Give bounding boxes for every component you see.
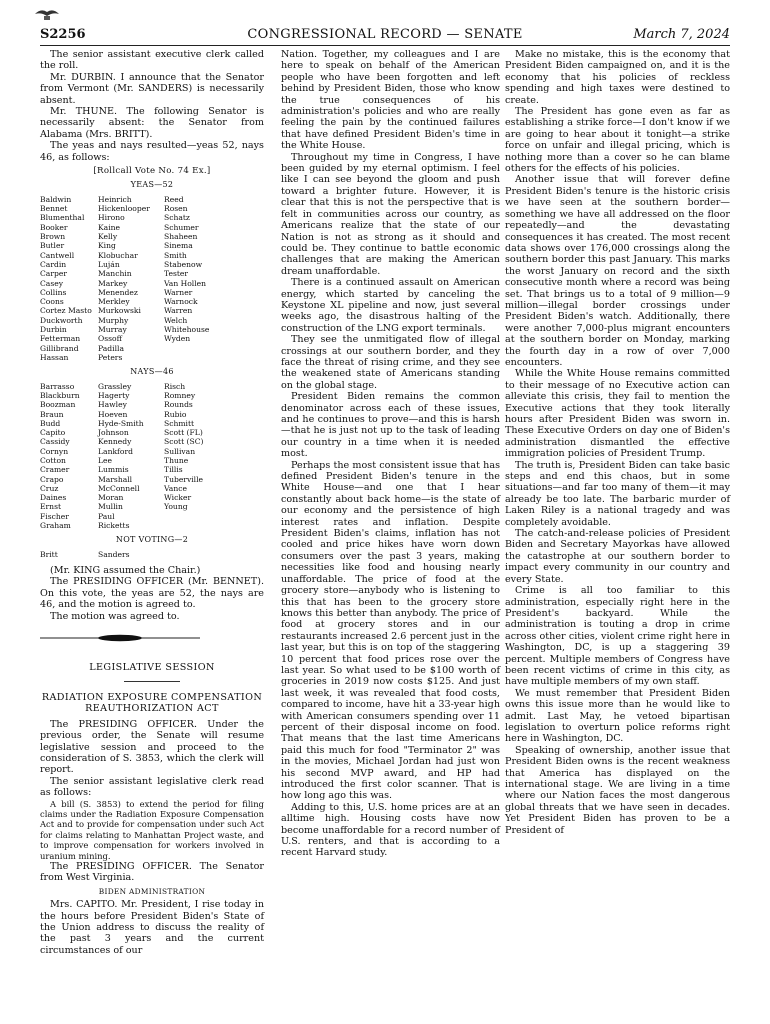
senator-name: Risch [164, 381, 186, 391]
senator-name: Kelly [98, 232, 118, 242]
paragraph: The PRESIDING OFFICER. The Senator from West Virginia. [40, 861, 264, 884]
senator-name: Scott (SC) [164, 437, 204, 447]
paragraph: (Mr. KING assumed the Chair.) [50, 565, 201, 577]
yeas-col-1 [40, 195, 94, 362]
senator-name: Vance [164, 483, 187, 493]
senator-name: Heinrich [98, 194, 132, 204]
yeas-col-3 [164, 195, 224, 362]
senator-name: Johnson [98, 428, 129, 438]
senator-name: Schatz [164, 213, 190, 223]
paragraph: The yeas and nays resulted—yeas 52, nays 46, as follows: [40, 140, 264, 163]
paragraph: The senior assistant executive clerk called the roll. [40, 49, 264, 72]
section-ornament-icon [40, 634, 200, 642]
senator-name: Tester [164, 269, 189, 279]
paragraph: Perhaps the most consistent issue that has defined President Biden's tenure in the White House—and one that I hear constantly about back home—is the state of our economy and the persistence of high interest rates and inflation. Despite President Biden's claims, inflation has not cooled and price hikes have worn down consumers over the past 3 years, making necessities like food and housing nearly unaffordable. The price of food at the grocery store—anybody who is listening to this that has been to the grocery store knows this better than anybody. The price of food at grocery stores and in our restaurants increased 2.6 percent just in the last year, but this is on top of the staggering 10 percent that food prices rose over the last year. So what used to be $100 worth of groceries in 2019 now costs $125. And just last week, it was revealed that food costs, compared to income, have hit a 33-year high with American consumers spending over 11 percent of their disposal income on food. That means that the last time Americans paid this much for food "Terminator 2" was in the movies, Michael Jordan had just won his second MVP award, and HP had introduced the first color scanner. That is how long ago this was. [281, 459, 500, 802]
senator-name: Fischer [40, 511, 69, 521]
divider [124, 681, 180, 682]
nays-col-1 [40, 382, 94, 531]
senator-name: Wicker [164, 493, 192, 503]
senator-name: Warren [164, 306, 193, 316]
gpo-eagle-logo-icon [33, 6, 61, 22]
senator-name: Cruz [40, 483, 59, 493]
senator-name: McConnell [98, 483, 140, 493]
senator-name: Menendez [98, 287, 138, 297]
yeas-col-2 [98, 195, 160, 362]
senator-name: Kennedy [98, 437, 132, 447]
senator-name: Marshall [98, 474, 133, 484]
paragraph: Mrs. CAPITO. Mr. President, I rise today in the hours before President Biden's State of the Union address to discuss the reality of the past 3 years and the current circumstances of our [40, 899, 264, 956]
subsection-heading: BIDEN ADMINISTRATION [98, 886, 206, 896]
senator-name: Cassidy [40, 437, 70, 447]
senator-name: King [98, 241, 116, 251]
senator-name: Crapo [40, 474, 64, 484]
page-number: S2256 [40, 27, 86, 42]
paragraph: Mr. THUNE. The following Senator is necessarily absent: the Senator from Alabama (Mrs. BRITT). [40, 106, 264, 140]
senator-name: Hagerty [98, 390, 130, 400]
paragraph: While the White House remains committed to their message of no Executive action can alleviate this crisis, they fail to mention the Executive actions that they took literally hours after President Biden was sworn in. These Executive Orders on day one of Biden's administration dismantled the effective immigration policies of President Trump. [505, 368, 730, 460]
senator-name: Cramer [40, 465, 70, 475]
senator-name: Cotton [40, 456, 66, 465]
senator-name: Braun [40, 409, 64, 419]
paragraph: There is a continued assault on American energy, which started by canceling the Keystone XL pipeline and now, just several weeks ago, the disastrous halting of the construction of the LNG export terminals. [281, 277, 500, 334]
paragraph: President Biden remains the common denominator across each of these issues, and he continues to prove—and this is harsh—that he is just not up to the task of leading our country in a time when it is needed most. [281, 391, 500, 460]
not-voting-name: Britt [40, 549, 58, 559]
senator-name: Baldwin [40, 194, 72, 204]
paragraph: The PRESIDING OFFICER. Under the previous order, the Senate will resume legislative session and proceed to the consideration of S. 3853, which the clerk will report. [40, 718, 264, 776]
nays-col-2 [98, 382, 160, 531]
senator-name: Sullivan [164, 446, 196, 456]
senator-name: Murray [98, 325, 127, 335]
paragraph: Adding to this, U.S. home prices are at an alltime high. Housing costs have now become unaffordable for a record number of U.S. renters, and that is according to a recent Harvard study. [281, 801, 500, 859]
senator-name: Merkley [98, 297, 130, 307]
senator-name: Rosen [164, 204, 188, 214]
senator-name: Booker [40, 222, 68, 232]
senator-name: Klobuchar [98, 250, 138, 260]
senator-name: Daines [40, 493, 67, 503]
senator-name: Whitehouse [164, 325, 210, 335]
senator-name: Blumenthal [40, 213, 85, 223]
senator-name: Rounds [164, 400, 193, 410]
senator-name: Hyde-Smith [98, 418, 144, 428]
senator-name: Tuberville [164, 474, 204, 484]
senator-name: Duckworth [40, 315, 83, 325]
senator-name: Grassley [98, 381, 132, 391]
senator-name: Fetterman [40, 334, 81, 344]
yeas-label: YEAS—52 [130, 180, 174, 190]
page-title: CONGRESSIONAL RECORD — SENATE [247, 27, 523, 42]
rollcall-title: [Rollcall Vote No. 74 Ex.] [93, 166, 211, 177]
senator-name: Rubio [164, 409, 187, 419]
paragraph: The PRESIDING OFFICER (Mr. BENNET). On this vote, the yeas are 52, the nays are 46, and the motion is agreed to. [40, 576, 264, 611]
senator-name: Padilla [98, 343, 124, 353]
senator-name: Kaine [98, 222, 121, 232]
senator-name: Coons [40, 297, 64, 307]
senator-name: Scott (FL) [164, 428, 203, 438]
senator-name: Manchin [98, 269, 132, 279]
not-voting-name: Sanders [98, 549, 130, 559]
senator-name: Murkowski [98, 306, 141, 316]
senator-name: Cantwell [40, 250, 75, 260]
not-voting-label: NOT VOTING—2 [115, 535, 189, 545]
nays-list [40, 382, 264, 531]
senator-name: Peters [98, 352, 123, 362]
senator-name: Markey [98, 278, 128, 288]
senator-name: Romney [164, 390, 196, 400]
paragraph: We must remember that President Biden owns this issue more than he would like to admit. Last May, he vetoed bipartisan legislation to overturn police reforms right here in Washington, DC. [505, 687, 730, 745]
senator-name: Hawley [98, 400, 127, 410]
senator-name: Hickenlooper [98, 204, 150, 214]
senator-name: Ernst [40, 502, 62, 512]
senator-name: Wyden [164, 334, 191, 344]
paragraph: The President has gone even as far as establishing a strike force—I don't know if we are going to hear about it tonight—a strike force on unfair and illegal pricing, which is nothing more than a cover so he can blame others for the effects of his policies. [505, 106, 730, 175]
senator-name: Budd [40, 418, 61, 428]
senator-name: Collins [40, 287, 67, 297]
senator-name: Mullin [98, 502, 123, 512]
not-voting-list [40, 550, 264, 559]
section-heading: LEGISLATIVE SESSION [89, 661, 215, 673]
senator-name: Butler [40, 241, 65, 251]
paragraph: Crime is all too familiar to this administration, especially right here in the President's backyard. While the administration is touting a drop in crime across other cities, violent crime right here in Washington, DC, is up a staggering 39 percent. Multiple members of Congress have been recent victims of crime in this city, as have multiple members of my own staff. [505, 585, 730, 688]
paragraph: Speaking of ownership, another issue that President Biden owns is the recent weakness that America has displayed on the international stage. We are living in a time where our Nation faces the most dangerous global threats that we have seen in decades. Yet President Biden has proven to be a President of [505, 744, 730, 836]
paragraph: Nation. Together, my colleagues and I are here to speak on behalf of the American people who have been forgotten and left behind by President Biden, those who know the true consequences of his administration's policies and who are really feeling the pain by the continued failures that have defined President Biden's time in the White House. [281, 49, 500, 152]
senator-name: Hirono [98, 213, 125, 223]
senator-name: Hoeven [98, 409, 128, 419]
senator-name: Gillibrand [40, 343, 79, 353]
senator-name: Cardin [40, 259, 67, 269]
senator-name: Lummis [98, 465, 129, 475]
senator-name: Graham [40, 521, 71, 531]
senator-name: Casey [40, 278, 64, 288]
senator-name: Schumer [164, 222, 199, 232]
senator-name: Lankford [98, 446, 133, 456]
paragraph: Make no mistake, this is the economy that President Biden campaigned on, and it is the economy that his policies of reckless spending and high taxes were destined to create. [505, 49, 730, 106]
bill-heading: RADIATION EXPOSURE COMPENSATION REAUTHORIZATION ACT [41, 691, 263, 715]
senator-name: Sinema [164, 241, 193, 251]
senator-name: Hassan [40, 352, 69, 362]
paragraph: The catch-and-release policies of President Biden and Secretary Mayorkas have allowed the catastrophe at our southern border to impact every community in our country and every State. [505, 528, 730, 585]
nays-label: NAYS—46 [130, 367, 174, 377]
senator-name: Luján [98, 259, 120, 269]
senator-name: Durbin [40, 325, 67, 335]
senator-name: Lee [98, 456, 113, 465]
senator-name: Smith [164, 250, 187, 260]
senator-name: Ricketts [98, 521, 130, 531]
page-header [0, 0, 770, 56]
senator-name: Capito [40, 428, 66, 438]
yeas-list [40, 195, 264, 362]
header-rule [40, 45, 730, 46]
paragraph: They see the unmitigated flow of illegal crossings at our southern border, and they face the threat of rising crime, and they see the weakened state of Americans standing on the global stage. [281, 334, 500, 391]
senator-name: Barrasso [40, 381, 75, 391]
senator-name: Carper [40, 269, 67, 279]
senator-name: Thune [164, 456, 189, 465]
senator-name: Reed [164, 194, 184, 204]
nays-col-3 [164, 382, 224, 531]
senator-name: Shaheen [164, 232, 198, 242]
senator-name: Blackburn [40, 390, 80, 400]
senator-name: Warnock [164, 297, 198, 307]
senator-name: Warner [164, 287, 193, 297]
paragraph: Throughout my time in Congress, I have been guided by my eternal optimism. I feel like I can see beyond the gloom and push toward a brighter future. However, it is clear that this is not the perspective that is felt in communities across our country, as Americans realize that the state of our Nation is not as strong as it should and could be. They continue to battle economic challenges that are making the American dream unaffordable. [281, 151, 500, 277]
senator-name: Ossoff [98, 334, 122, 344]
senator-name: Murphy [98, 315, 129, 325]
senator-name: Cortez Masto [40, 306, 92, 316]
bill-text: A bill (S. 3853) to extend the period for filing claims under the Radiation Exposure Compensation Act and to provide for compensation under such Act for claims relating to Manhattan Project waste, and to improve compensation for workers involved in uranium mining. [40, 798, 264, 861]
senator-name: Cornyn [40, 446, 69, 456]
column-3 [505, 49, 730, 836]
senator-name: Bennet [40, 204, 68, 214]
page-date: March 7, 2024 [633, 27, 730, 42]
paragraph: The motion was agreed to. [50, 610, 180, 622]
paragraph: Another issue that will forever define President Biden's tenure is the historic crisis we have seen at the southern border—something we have all addressed on the floor repeatedly—and the devastating consequences it has created. The most recent data shows over 176,000 crossings along the southern border this past January. This marks the worst January on record and the sixth consecutive month where a record was being set. That brings us to a total of 9 million—9 million—illegal border crossings under President Biden's watch. Additionally, there were another 7,000-plus migrant encounters at the southern border on Monday, marking the fourth day in a row of over 7,000 encounters. [505, 174, 730, 368]
column-2 [281, 49, 500, 859]
senator-name: Paul [98, 511, 115, 521]
senator-name: Brown [40, 232, 66, 242]
senator-name: Welch [164, 315, 188, 325]
senator-name: Stabenow [164, 259, 203, 269]
paragraph: Mr. DURBIN. I announce that the Senator from Vermont (Mr. SANDERS) is necessarily absent. [40, 71, 264, 106]
senator-name: Van Hollen [164, 278, 207, 288]
column-1 [40, 49, 264, 956]
senator-name: Moran [98, 493, 124, 503]
senator-name: Boozman [40, 400, 76, 410]
senator-name: Schmitt [164, 418, 195, 428]
paragraph: The truth is, President Biden can take basic steps and end this chaos, but in some situations—and far too many of them—it may already be too late. The barbaric murder of Laken Riley is a national tragedy and was completely avoidable. [505, 459, 730, 528]
senator-name: Tillis [164, 465, 183, 475]
senator-name: Young [164, 502, 188, 512]
paragraph: The senior assistant legislative clerk read as follows: [40, 775, 264, 799]
